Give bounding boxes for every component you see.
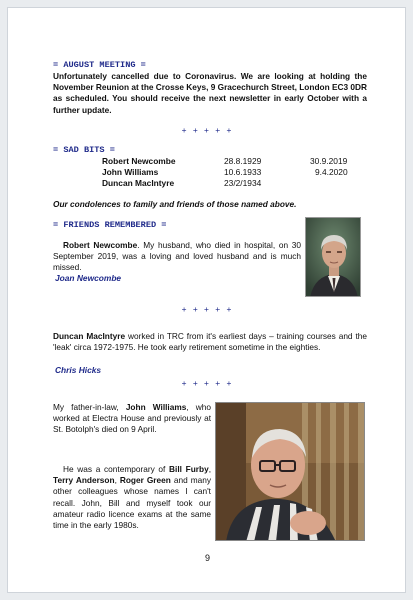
page-number: 9: [204, 553, 210, 563]
john-tribute-paragraph-1: [53, 402, 211, 436]
august-meeting-text: Unfortunately cancelled due to Coronavirus. We are looking at holding the November Reunion at the Crosse Keys, 9 Gracechurch Street, London EC3 0DR as scheduled. You should receive the next newsletter in early October with a further update.: [53, 71, 367, 115]
john-p2-text: and many other colleagues whose names I can't recall. John, Bill and myself took our amateur radio licence exams at the same time in the early 1980s.: [53, 475, 211, 531]
august-meeting-heading: = AUGUST MEETING =: [53, 60, 146, 70]
bill-furby-name: Bill Furby: [169, 464, 209, 474]
duncan-name: Duncan MacIntyre: [53, 331, 126, 341]
chris-signature: Chris Hicks: [55, 365, 102, 375]
death-date: 30.9.2019: [310, 156, 348, 166]
joan-signature: Joan Newcombe: [55, 273, 122, 283]
robert-tribute: [53, 240, 301, 274]
sad-bits-heading: = SAD BITS =: [53, 145, 115, 155]
john-p1-text: My father-in-law,: [53, 402, 126, 412]
john-p1-text: , who worked at Electra House and previously at St. Botolph's died on 9 April.: [53, 402, 211, 435]
deceased-name: Duncan MacIntyre: [102, 178, 175, 188]
john-williams-name: John Williams: [125, 402, 187, 412]
john-tribute-paragraph-2: [53, 464, 211, 531]
separator: + + + + +: [181, 125, 234, 135]
separator: + + + + +: [181, 304, 234, 314]
deceased-name: John Williams: [102, 167, 159, 177]
duncan-tribute-text: worked in TRC from it's earliest days – training courses and the 'leak' circa 1972-1975. He took early retirement sometime in the eighties.: [53, 331, 367, 353]
birth-date: 28.8.1929: [224, 156, 262, 166]
sad-bits-row: [102, 167, 392, 178]
birth-date: 23/2/1934: [224, 178, 262, 188]
newsletter-page: [7, 7, 406, 593]
robert-newcombe-photo: [305, 217, 361, 297]
sad-bits-row: [102, 156, 392, 167]
john-p2-text: He was a contemporary of: [63, 464, 170, 474]
death-date: 9.4.2020: [315, 167, 348, 177]
roger-green-name: Roger Green: [119, 475, 171, 486]
deceased-name: Robert Newcombe: [102, 156, 176, 166]
robert-name: Robert Newcombe: [63, 240, 138, 250]
comma: ,: [114, 475, 120, 486]
friends-remembered-heading: = FRIENDS REMEMBERED =: [53, 220, 167, 230]
terry-anderson-name: Terry Anderson: [53, 475, 115, 486]
comma: ,: [208, 464, 211, 474]
duncan-tribute: [53, 331, 367, 353]
john-williams-photo: [215, 402, 365, 541]
robert-tribute-text: . My husband, who died in hospital, on 30 September 2019, was a loving and loved husband and is much missed.: [53, 240, 302, 273]
birth-date: 10.6.1933: [224, 167, 262, 177]
sad-bits-row: [102, 178, 392, 189]
condolences-text: Our condolences to family and friends of those named above.: [53, 199, 297, 209]
separator: + + + + +: [181, 378, 234, 388]
